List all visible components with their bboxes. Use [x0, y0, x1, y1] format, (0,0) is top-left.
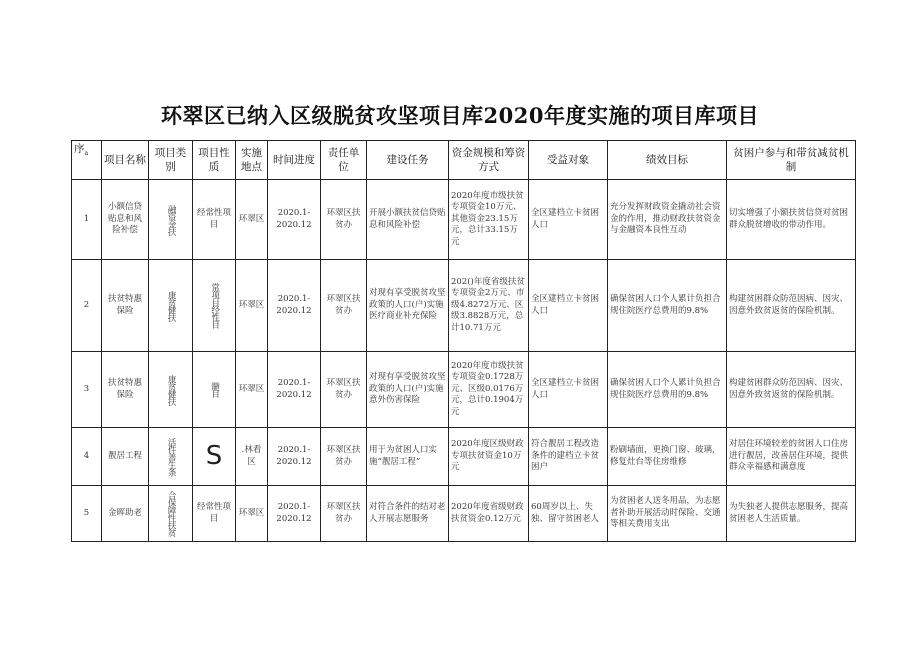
- cell-funding: 2020年度市级扶贫专项资金0.1728万元、区级0.0176万元，总计0.1904万元: [449, 352, 529, 428]
- cell-name: 金晖助老: [102, 486, 149, 542]
- cell-beneficiary: 60周岁以上、失独、留守贫困老人: [529, 486, 608, 542]
- cell-nature: [193, 260, 236, 352]
- cell-funding: 2020年度省级财政扶贫资金0.12万元: [449, 486, 529, 542]
- cell-beneficiary: 符合靓居工程改造条件的建档立卡贫困户: [529, 428, 608, 486]
- cell-goal: 确保贫困人口个人累计负担合规住院医疗总费用的9.8%: [608, 260, 727, 352]
- cell-category: [149, 486, 193, 542]
- cell-schedule: 2020.1-2020.12: [268, 180, 321, 260]
- cell-seq: 4: [72, 428, 102, 486]
- cell-location: 环翠区: [236, 260, 268, 352]
- cell-unit: 环翠区扶贫办: [321, 428, 367, 486]
- cell-location: 环翠区: [236, 180, 268, 260]
- page-title: 环翠区已纳入区级脱贫攻坚项目库2020年度实施的项目库项目: [161, 103, 759, 128]
- cell-mechanism: 构建贫困群众防范因病、因灾、因意外致贫返贫的保险机制。: [727, 260, 856, 352]
- cell-mechanism: 切实增强了小额扶贫信贷对贫困群众脱贫增收的带动作用。: [727, 180, 856, 260]
- cell-beneficiary: 全区建档立卡贫困人口: [529, 260, 608, 352]
- nature-text: 髓目: [209, 382, 220, 397]
- cell-schedule: 2020.1-2020.12: [268, 428, 321, 486]
- header-mechanism: 贫困户参与和带贫减贫机制: [727, 141, 856, 180]
- project-table: [71, 140, 856, 542]
- cell-category: [149, 260, 193, 352]
- cell-goal: 粉刷墙面，更换门窗、玻璃，修复灶台等住房维修: [608, 428, 727, 486]
- category-text: 融资金扶: [166, 204, 177, 235]
- category-text: 合保障性扶贫: [166, 491, 177, 536]
- cell-beneficiary: 全区建档立卡贫困人口: [529, 180, 608, 260]
- category-text: 康贫健扶: [166, 290, 177, 321]
- cell-location: .林看区: [236, 428, 268, 486]
- cell-task: 对符合条件的结对老人开展志愿服务: [367, 486, 449, 542]
- cell-goal: 充分发挥财政资金撬动社会资金的作用，推动财政扶贫资金与金融资本良性互动: [608, 180, 727, 260]
- cell-schedule: 2020.1-2020.12: [268, 352, 321, 428]
- cell-mechanism: 对居住环境较差的贫困人口住房进行靓居，改善居住环境，提供群众幸福感和满意度: [727, 428, 856, 486]
- cell-name: 扶贫特惠保险: [102, 352, 149, 428]
- header-unit: 责任单位: [321, 141, 367, 180]
- header-seq-mark: a: [84, 150, 89, 158]
- cell-seq: 3: [72, 352, 102, 428]
- cell-nature: 经常性项目: [193, 486, 236, 542]
- cell-funding: 2020年度市级扶贫专项资金10万元、其他资金23.15万元，总计33.15万元: [449, 180, 529, 260]
- cell-unit: 环翠区扶贫办: [321, 486, 367, 542]
- header-beneficiary: 受益对象: [529, 141, 608, 180]
- table-row: [72, 180, 856, 260]
- cell-task: 对现有享受脱贫攻坚政策的人口(户)实施意外伤害保险: [367, 352, 449, 428]
- header-name: 项目名称: [102, 141, 149, 180]
- cell-funding: 2020年度区级财政专项扶贫资金10万元: [449, 428, 529, 486]
- cell-beneficiary: 全区建档立卡贫困人口: [529, 352, 608, 428]
- header-location: 实施地点: [236, 141, 268, 180]
- cell-goal: 为贫困老人送冬用品，为志愿者补助开展活动时保险、交通等相关费用支出: [608, 486, 727, 542]
- cell-seq: 2: [72, 260, 102, 352]
- cell-task: 用于为贫困人口实施“靓居工程”: [367, 428, 449, 486]
- table-row: [72, 260, 856, 352]
- cell-category: [149, 352, 193, 428]
- cell-location: 环翠区: [236, 486, 268, 542]
- cell-funding: 202()年度省级扶贫专项资金2万元、市级4.8272万元、区级3.8828万元，总计10.71万元: [449, 260, 529, 352]
- cell-unit: 环翠区扶贫办: [321, 352, 367, 428]
- cell-task: 开展小额扶贫信贷贴息和风险补偿: [367, 180, 449, 260]
- table-row: [72, 486, 856, 542]
- cell-name: 靓居工程: [102, 428, 149, 486]
- category-text: 活件善生条: [166, 437, 177, 476]
- header-goal: 绩效目标: [608, 141, 727, 180]
- header-row: [72, 141, 856, 180]
- cell-nature: [193, 352, 236, 428]
- cell-schedule: 2020.1-2020.12: [268, 486, 321, 542]
- cell-nature: [193, 428, 236, 486]
- cell-schedule: 2020.1-2020.12: [268, 260, 321, 352]
- cell-seq: 1: [72, 180, 102, 260]
- header-nature: 项目性质: [193, 141, 236, 180]
- header-funding: 资金规模和筹资方式: [449, 141, 529, 180]
- nature-glyph: S: [205, 440, 223, 471]
- cell-unit: 环翠区扶贫办: [321, 180, 367, 260]
- cell-goal: 确保贫困人口个人累计负担合规住院医疗总费用的9.8%: [608, 352, 727, 428]
- table-row: [72, 352, 856, 428]
- cell-category: [149, 428, 193, 486]
- header-task: 建设任务: [367, 141, 449, 180]
- cell-unit: 环翠区扶贫办: [321, 260, 367, 352]
- cell-mechanism: 为失独老人提供志愿服务，提高贫困老人生活质量。: [727, 486, 856, 542]
- category-text: 康贫健扶: [166, 374, 177, 405]
- header-seq: 序$_a$: [72, 141, 102, 180]
- cell-category: [149, 180, 193, 260]
- cell-task: 对现有享受脱贫攻坚政策的人口(户)实施医疗商业补充保险: [367, 260, 449, 352]
- header-schedule: 时间进度: [268, 141, 321, 180]
- cell-nature: 经常性项目: [193, 180, 236, 260]
- cell-name: 扶贫特惠保险: [102, 260, 149, 352]
- cell-seq: 5: [72, 486, 102, 542]
- cell-mechanism: 构建贫困群众防范因病、因灾、因意外致贫返贫的保险机制。: [727, 352, 856, 428]
- cell-name: 小额信贷贴息和风险补偿: [102, 180, 149, 260]
- header-category: 项目类别: [149, 141, 193, 180]
- nature-text: 常项目经性目: [209, 283, 220, 328]
- table-row: [72, 428, 856, 486]
- cell-location: 环翠区: [236, 352, 268, 428]
